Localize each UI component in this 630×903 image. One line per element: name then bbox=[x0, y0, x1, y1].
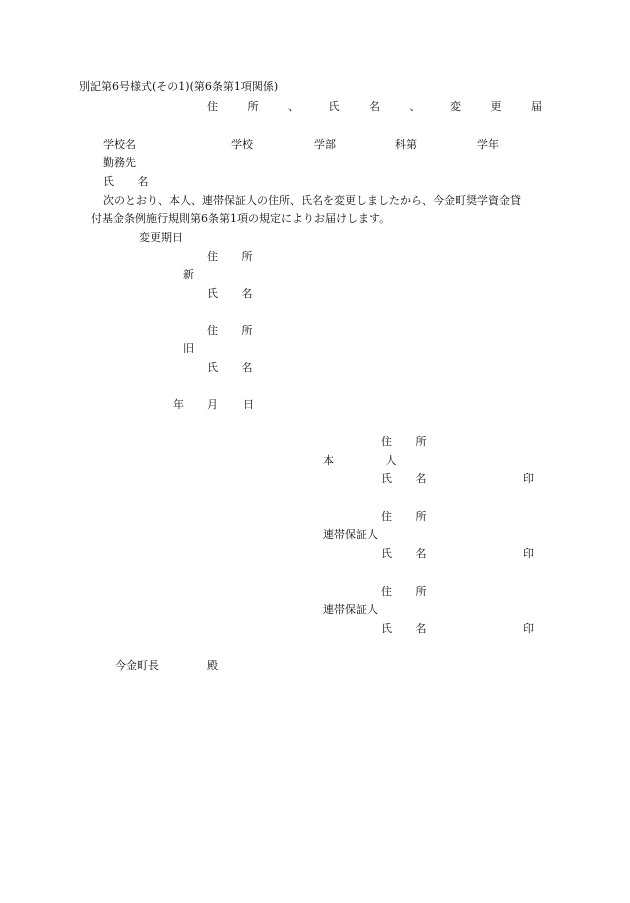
new-address-label: 住 所 bbox=[207, 250, 263, 263]
body-text-line-1: 次のとおり、本人、連帯保証人の住所、氏名を変更しましたから、今金町奨学資金貸 bbox=[103, 194, 521, 207]
name-label: 氏 名 bbox=[103, 175, 159, 188]
form-heading: 別記第6号様式(その1)(第6条第1項関係) bbox=[79, 80, 279, 93]
applicant-seal: 印 bbox=[523, 472, 534, 485]
old-address-label: 住 所 bbox=[207, 324, 263, 337]
guarantor1-name-label: 氏 名 bbox=[381, 547, 437, 560]
new-name-label: 氏 名 bbox=[207, 287, 263, 300]
applicant-name-label: 氏 名 bbox=[381, 472, 437, 485]
faculty-suffix: 学部 bbox=[314, 138, 336, 151]
change-date-label: 変更期日 bbox=[139, 231, 183, 244]
guarantor2-role-label: 連帯保証人 bbox=[323, 603, 378, 616]
school-suffix: 学校 bbox=[231, 138, 253, 151]
date-month: 月 bbox=[207, 398, 218, 411]
addressee-honorific: 殿 bbox=[207, 659, 218, 672]
date-year: 年 bbox=[173, 398, 184, 411]
guarantor1-seal: 印 bbox=[523, 547, 534, 560]
old-group-label: 旧 bbox=[183, 342, 194, 355]
guarantor2-name-label: 氏 名 bbox=[381, 622, 437, 635]
guarantor1-address-label: 住 所 bbox=[381, 510, 437, 523]
applicant-address-label: 住 所 bbox=[381, 435, 437, 448]
department-suffix: 科第 bbox=[395, 138, 417, 151]
year-suffix: 学年 bbox=[477, 138, 499, 151]
guarantor1-role-label: 連帯保証人 bbox=[323, 528, 378, 541]
school-name-label: 学校名 bbox=[103, 138, 136, 151]
addressee-title: 今金町長 bbox=[115, 659, 159, 672]
new-group-label: 新 bbox=[183, 268, 194, 281]
body-text-line-2: 付基金条例施行規則第6条第1項の規定によりお届けします。 bbox=[91, 212, 391, 225]
date-day: 日 bbox=[243, 398, 254, 411]
guarantor2-seal: 印 bbox=[523, 622, 534, 635]
form-title: 住 所 、 氏 名 、 変 更 届 bbox=[207, 100, 555, 113]
guarantor2-address-label: 住 所 bbox=[381, 585, 437, 598]
old-name-label: 氏 名 bbox=[207, 361, 263, 374]
applicant-role-label: 本 人 bbox=[323, 454, 421, 467]
workplace-label: 勤務先 bbox=[103, 156, 136, 169]
